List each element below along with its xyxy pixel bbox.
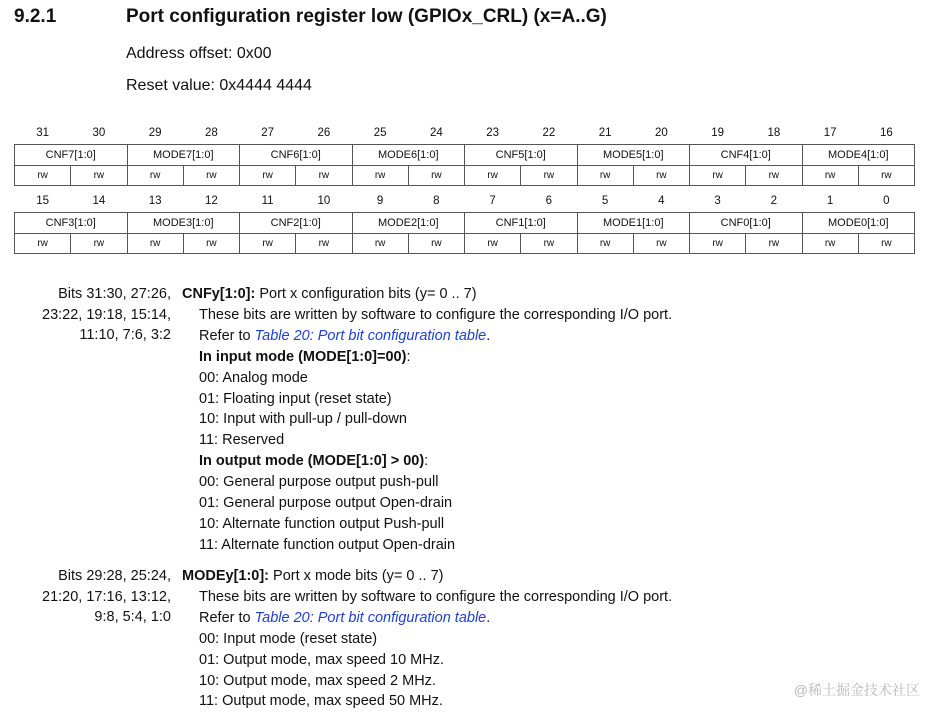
cnf-output-item: 00: General purpose output push-pull bbox=[199, 474, 439, 491]
bit-number: 10 bbox=[317, 195, 331, 207]
cnf-table-link[interactable]: Table 20: Port bit configuration table bbox=[254, 327, 487, 344]
access-type: rw bbox=[183, 166, 239, 186]
cnf-desc: These bits are written by software to configure the corresponding I/O port. bbox=[199, 306, 673, 323]
register-field: MODE6[1:0] bbox=[352, 145, 465, 166]
cnf-output-item: 10: Alternate function output Push-pull bbox=[199, 515, 445, 532]
access-type: rw bbox=[746, 234, 802, 254]
register-table-lower bbox=[14, 190, 915, 254]
bit-number: 15 bbox=[36, 195, 50, 207]
register-field: MODE4[1:0] bbox=[802, 145, 915, 166]
mode-field-name: MODEy[1:0]: bbox=[182, 568, 270, 584]
bit-number: 31 bbox=[36, 127, 50, 139]
access-type: rw bbox=[802, 234, 858, 254]
cnf-bits-label-line: 23:22, 19:18, 15:14, bbox=[42, 306, 171, 323]
access-type: rw bbox=[352, 166, 408, 186]
access-type: rw bbox=[240, 166, 296, 186]
register-field: CNF2[1:0] bbox=[240, 213, 353, 234]
access-type: rw bbox=[127, 234, 183, 254]
bit-number: 8 bbox=[433, 195, 440, 207]
bit-number: 4 bbox=[658, 195, 665, 207]
mode-summary: Port x mode bits (y= 0 .. 7) bbox=[269, 568, 444, 584]
mode-table-link[interactable]: Table 20: Port bit configuration table bbox=[254, 609, 487, 626]
mode-description bbox=[182, 566, 672, 712]
register-field: CNF0[1:0] bbox=[690, 213, 803, 234]
register-field: CNF5[1:0] bbox=[465, 145, 578, 166]
register-field: CNF6[1:0] bbox=[240, 145, 353, 166]
mode-item: 00: Input mode (reset state) bbox=[199, 630, 378, 647]
bit-number: 6 bbox=[545, 195, 553, 207]
access-type: rw bbox=[858, 234, 914, 254]
cnf-bits-label-line: Bits 31:30, 27:26, bbox=[58, 286, 171, 302]
mode-bits-label-line: Bits 29:28, 25:24, bbox=[58, 568, 171, 584]
register-field: MODE0[1:0] bbox=[802, 213, 915, 234]
bit-number: 22 bbox=[542, 127, 556, 139]
bit-number: 25 bbox=[373, 127, 387, 139]
cnf-output-item: 11: Alternate function output Open-drain bbox=[199, 536, 456, 553]
bit-number: 3 bbox=[714, 195, 721, 207]
access-type: rw bbox=[858, 166, 914, 186]
cnf-bits-label-line: 11:10, 7:6, 3:2 bbox=[79, 327, 171, 343]
register-field: CNF1[1:0] bbox=[465, 213, 578, 234]
access-type: rw bbox=[240, 234, 296, 254]
access-type: rw bbox=[577, 166, 633, 186]
cnf-input-heading-suffix: : bbox=[406, 348, 411, 365]
register-field: MODE7[1:0] bbox=[127, 145, 240, 166]
mode-item: 11: Output mode, max speed 50 MHz. bbox=[199, 693, 443, 710]
mode-bits-label-line: 9:8, 5:4, 1:0 bbox=[94, 609, 171, 625]
bit-number: 14 bbox=[92, 195, 106, 207]
watermark: @稀土掘金技术社区 bbox=[793, 682, 920, 698]
mode-bits-label-line: 21:20, 17:16, 13:12, bbox=[42, 588, 171, 605]
reset-value: Reset value: 0x4444 4444 bbox=[126, 77, 312, 94]
cnf-refer-prefix: Refer to bbox=[199, 327, 255, 344]
access-type: rw bbox=[408, 234, 464, 254]
access-type: rw bbox=[352, 234, 408, 254]
address-offset: Address offset: 0x00 bbox=[126, 45, 272, 62]
mode-item: 01: Output mode, max speed 10 MHz. bbox=[199, 651, 445, 668]
bit-number: 28 bbox=[204, 127, 218, 139]
section-title: Port configuration register low (GPIOx_CRL) (x=A..G) bbox=[126, 6, 607, 27]
mode-item: 10: Output mode, max speed 2 MHz. bbox=[199, 672, 436, 689]
register-field: MODE5[1:0] bbox=[577, 145, 690, 166]
register-field: MODE3[1:0] bbox=[127, 213, 240, 234]
access-type: rw bbox=[408, 166, 464, 186]
bit-number: 21 bbox=[598, 127, 612, 139]
cnf-output-item: 01: General purpose output Open-drain bbox=[199, 495, 453, 512]
cnf-input-item: 01: Floating input (reset state) bbox=[199, 390, 392, 407]
bit-number: 26 bbox=[317, 127, 331, 139]
bit-number: 9 bbox=[376, 195, 384, 207]
bit-number: 13 bbox=[148, 195, 162, 207]
mode-refer-suffix: . bbox=[486, 609, 491, 626]
mode-refer-prefix: Refer to bbox=[199, 609, 255, 626]
register-field: CNF4[1:0] bbox=[690, 145, 803, 166]
access-type: rw bbox=[465, 234, 521, 254]
cnf-output-heading-suffix: : bbox=[424, 453, 429, 470]
bit-number: 2 bbox=[770, 195, 778, 207]
access-type: rw bbox=[15, 166, 71, 186]
bit-number: 1 bbox=[826, 195, 834, 207]
access-type: rw bbox=[577, 234, 633, 254]
bit-number: 5 bbox=[601, 195, 609, 207]
cnf-field-name: CNFy[1:0]: bbox=[182, 286, 256, 302]
cnf-output-heading: In output mode (MODE[1:0] > 00) bbox=[199, 453, 425, 470]
register-table-upper bbox=[14, 122, 915, 186]
bit-number: 30 bbox=[92, 127, 106, 139]
bit-number: 16 bbox=[879, 127, 893, 139]
access-type: rw bbox=[127, 166, 183, 186]
bit-number: 19 bbox=[711, 127, 725, 139]
bit-number: 20 bbox=[654, 127, 668, 139]
bit-number: 7 bbox=[489, 195, 496, 207]
register-field: CNF7[1:0] bbox=[15, 145, 128, 166]
section-number: 9.2.1 bbox=[14, 6, 57, 27]
bit-number: 27 bbox=[261, 127, 275, 139]
register-field: MODE2[1:0] bbox=[352, 213, 465, 234]
bit-number: 17 bbox=[823, 127, 837, 139]
mode-bits-label bbox=[42, 566, 171, 628]
access-type: rw bbox=[633, 234, 689, 254]
access-type: rw bbox=[296, 234, 352, 254]
cnf-input-heading: In input mode (MODE[1:0]=00) bbox=[199, 348, 407, 365]
cnf-input-item: 11: Reserved bbox=[199, 432, 285, 449]
cnf-bits-label bbox=[42, 284, 171, 346]
access-type: rw bbox=[465, 166, 521, 186]
access-type: rw bbox=[802, 166, 858, 186]
access-type: rw bbox=[71, 234, 127, 254]
register-field: MODE1[1:0] bbox=[577, 213, 690, 234]
access-type: rw bbox=[521, 234, 577, 254]
access-type: rw bbox=[690, 166, 746, 186]
access-type: rw bbox=[15, 234, 71, 254]
access-type: rw bbox=[183, 234, 239, 254]
cnf-refer-suffix: . bbox=[486, 327, 491, 344]
access-type: rw bbox=[633, 166, 689, 186]
access-type: rw bbox=[71, 166, 127, 186]
bit-number: 12 bbox=[204, 195, 218, 207]
access-type: rw bbox=[746, 166, 802, 186]
access-type: rw bbox=[296, 166, 352, 186]
cnf-input-item: 00: Analog mode bbox=[199, 369, 308, 386]
register-field: CNF3[1:0] bbox=[15, 213, 128, 234]
cnf-summary: Port x configuration bits (y= 0 .. 7) bbox=[255, 286, 477, 302]
access-type: rw bbox=[690, 234, 746, 254]
bit-number: 24 bbox=[429, 127, 443, 139]
bit-number: 29 bbox=[148, 127, 162, 139]
access-type: rw bbox=[521, 166, 577, 186]
mode-desc: These bits are written by software to configure the corresponding I/O port. bbox=[199, 588, 673, 605]
cnf-input-item: 10: Input with pull-up / pull-down bbox=[199, 411, 407, 428]
bit-number: 23 bbox=[486, 127, 500, 139]
bit-number: 18 bbox=[767, 127, 781, 139]
cnf-description bbox=[182, 284, 672, 556]
bit-number: 0 bbox=[883, 195, 890, 207]
bit-number: 11 bbox=[261, 195, 274, 207]
